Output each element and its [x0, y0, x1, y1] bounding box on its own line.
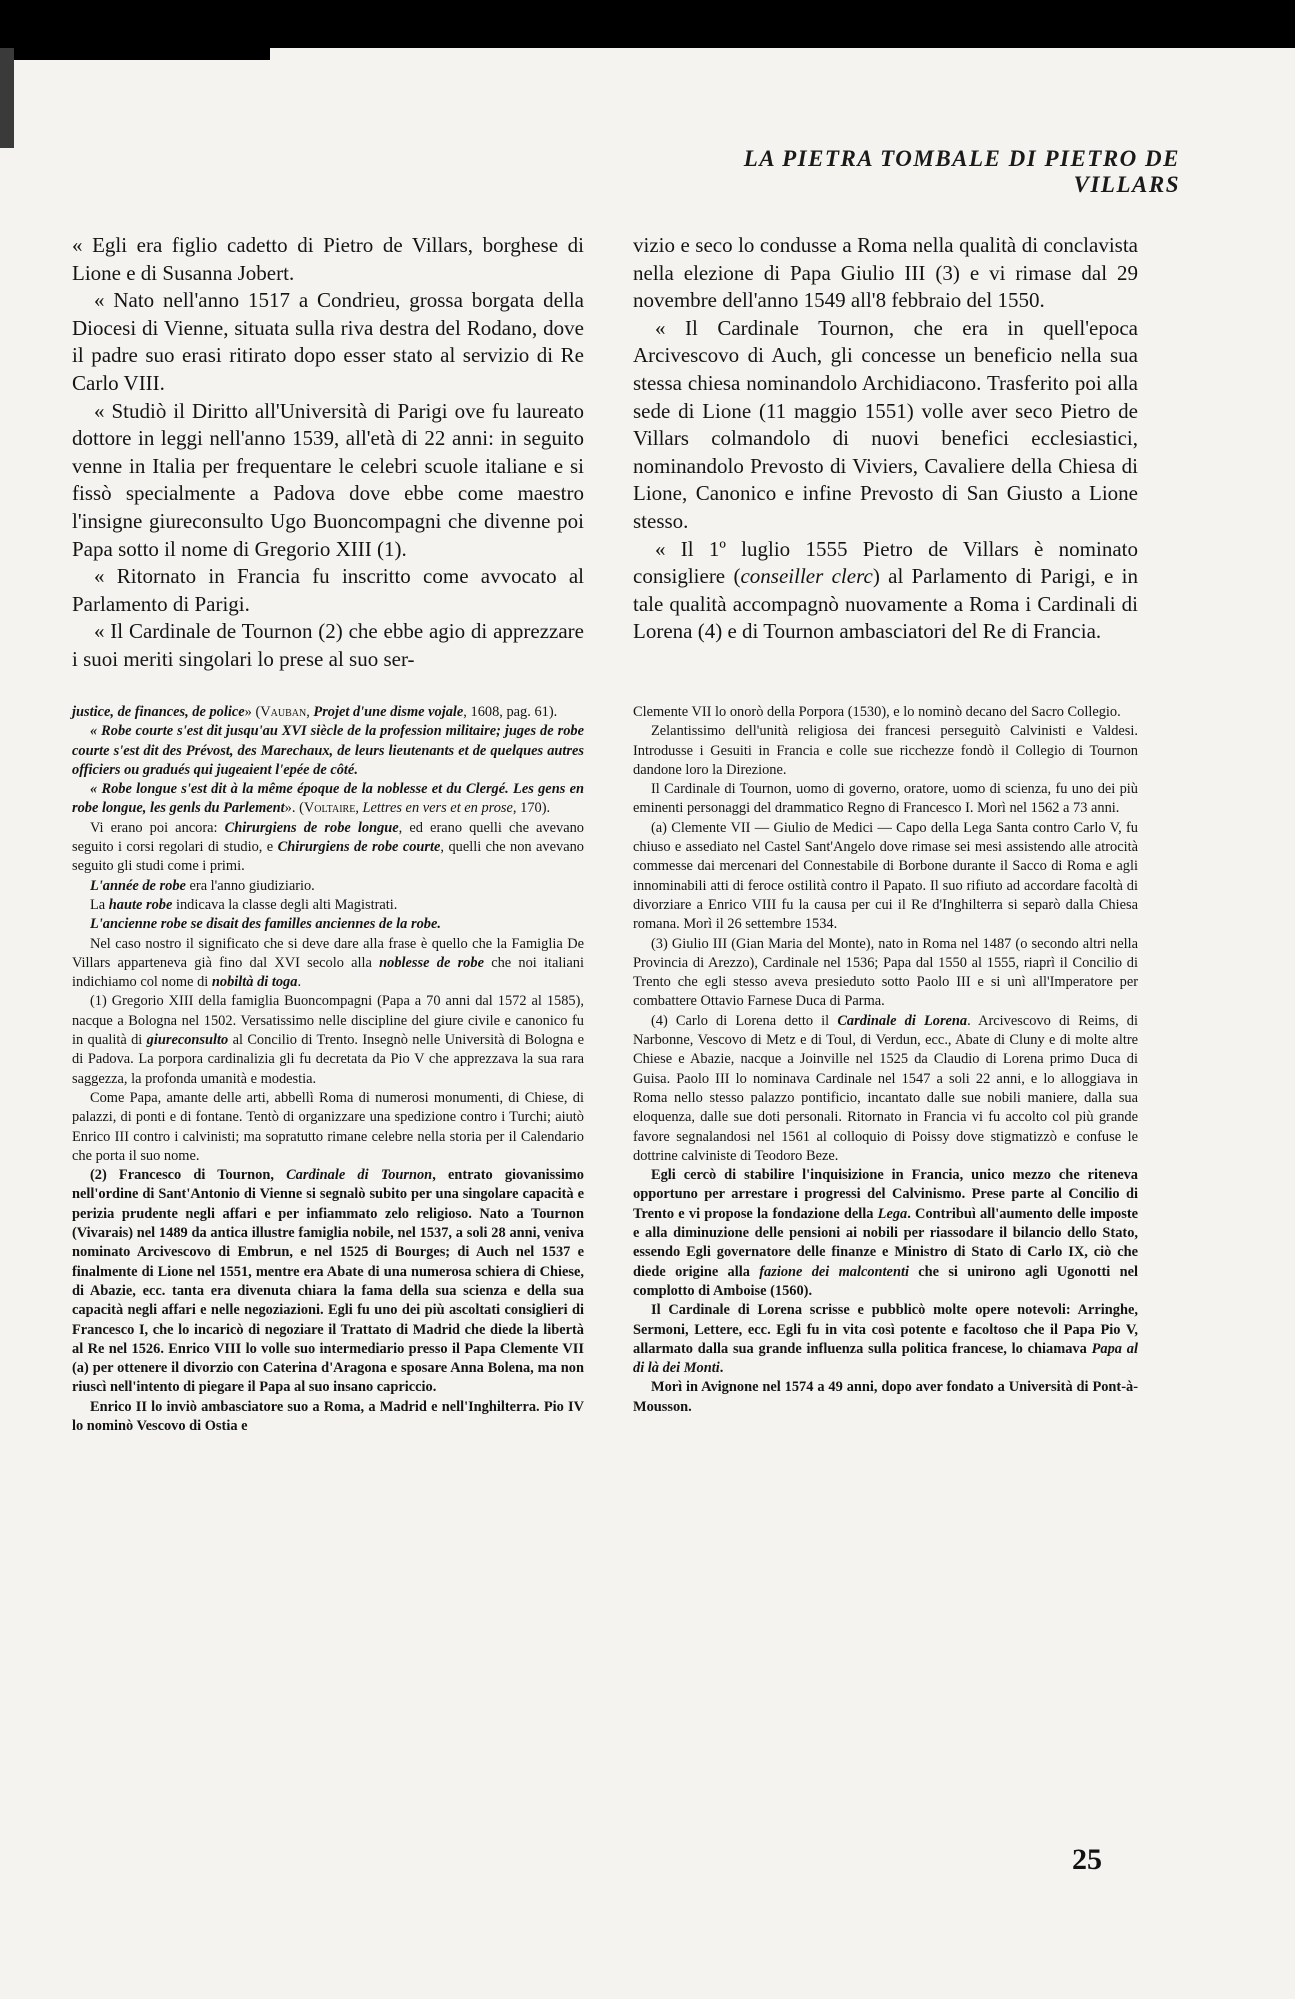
text-run: ,: [306, 704, 314, 720]
text-run: al Concilio di Trento. Insegnò nelle Università di Bologna e di Padova. La porpora cardinalizia gli fu decretata da Pio V che apprezzava la sua rara saggezza, la profonda umanità e modestia.: [72, 1032, 584, 1087]
footnote-paragraph: Il Cardinale di Tournon, uomo di governo, oratore, uomo di scienza, fu uno dei più eminenti personaggi del drammatico Regno di Francesco I. Morì nel 1562 a 73 anni.: [633, 781, 1138, 817]
footnote-paragraph: [633, 1166, 1138, 1301]
text-run: ,: [355, 800, 363, 817]
footnotes-right-column: [633, 703, 1138, 1417]
italic-term: Cardinale di Tournon: [286, 1167, 433, 1184]
book-title: Lettres en vers et en prose: [362, 800, 513, 817]
footnote-paragraph: [633, 1301, 1138, 1378]
page-number: 25: [1072, 1843, 1102, 1876]
paragraph: « Ritornato in Francia fu inscritto come avvocato al Parlamento di Parigi.: [72, 564, 584, 616]
footnote-paragraph: (3) Giulio III (Gian Maria del Monte), nato in Roma nel 1487 (o secondo altri nella Provincia di Arezzo), Cardinale nel 1536; Papa dal 1550 al 1555, riaprì il Concilio di Trento che egli stesso aveva presieduto sotto Paolo III e si unì all'Imperatore per combattere Ottavio Farnese Duca di Parma.: [633, 935, 1138, 1010]
italic-quote: justice, de finances, de police: [72, 704, 245, 720]
footnote-paragraph: [72, 935, 584, 993]
footnotes-left-column: [72, 703, 584, 1436]
footnote-paragraph: [72, 819, 584, 877]
italic-term: haute robe: [108, 896, 173, 913]
paragraph: « Studiò il Diritto all'Università di Parigi ove fu laureato dottore in leggi nell'anno 1539, all'età di 22 anni: in seguito venne in Italia per frequentare le celebri scuole italiane e si fissò specialmente a Padova dove ebbe come maestro l'insigne giureconsulto Ugo Buoncompagni che divenne poi Papa sotto il nome di Gregorio XIII (1).: [72, 398, 584, 561]
italic-term: Lega: [877, 1205, 908, 1222]
text-run: indicava la classe degli alti Magistrati.: [172, 896, 398, 913]
footnote-paragraph: Zelantissimo dell'unità religiosa dei francesi perseguitò Calvinisti e Valdesi. Introdusse i Gesuiti in Francia e colle sue ricchezze fondò il Collegio di Tournon dandone loro la Direzione.: [633, 723, 1138, 778]
footnote-paragraph: [72, 877, 584, 896]
paragraph: « Egli era figlio cadetto di Pietro de Villars, borghese di Lione e di Susanna Jobert.: [72, 233, 584, 285]
text-run: , quelli che non avevano seguito gli studi come i primi.: [72, 839, 584, 875]
paragraph: [633, 536, 1138, 646]
text-run: Il Cardinale di Lorena scrisse e pubblicò molte opere notevoli: Arringhe, Sermoni, Lettere, ecc. Egli fu in vita così potente e facoltoso che il Papa Pio V, allarmato dalla sua grande influenza sulla politica francese, lo chiamava: [633, 1302, 1138, 1357]
author-name: Voltaire: [303, 800, 356, 817]
text-run: .: [297, 974, 302, 991]
footnote-paragraph: Come Papa, amante delle arti, abbellì Roma di numerosi monumenti, di Chiese, di palazzi, di ponti e di fontane. Tentò di organizzare una spedizione contro i Turchi; aiutò Enrico III contro i calvinisti; ma sopratutto rimane celebre nella storia per il Calendario che porta il suo nome.: [72, 1089, 584, 1164]
main-text-left-column: [72, 232, 584, 674]
text-run: (1) Gregorio XIII della famiglia Buoncompagni (Papa a 70 anni dal 1572 al 1585), nacque a Bologna nel 1502. Versatissimo nelle discipline del giure civile e canonico fu in qualità di: [72, 993, 584, 1049]
italic-term: Chirurgiens de robe longue: [224, 819, 399, 836]
footnote-paragraph: Morì in Avignone nel 1574 a 49 anni, dopo aver fondato a Università di Pont-à-Mousson.: [633, 1379, 1138, 1415]
text-run: (2) Francesco di Tournon,: [90, 1167, 287, 1184]
text-run: , entrato giovanissimo nell'ordine di Sant'Antonio di Vienne si segnalò subito per una singolare capacità e perizia prudente negli affari e per infiammato zelo religioso. Nato a Tournon (Vivarais) nel 1489 da antica illustre famiglia nobile, nel 1537, a soli 28 anni, veniva nominato Arcivescovo di Embrun, e nel 1525 di Bourges; di Auch nel 1537 e finalmente di Lione nel 1551, mentre era Abate di una numerosa schiera di Chiese, di Abazie, ecc. tanta era divenuta chiara la fama della sua scienza e della sua capacità negli affari e nelle negoziazioni. Egli fu uno dei più ascoltati consiglieri di Francesco I, che lo incaricò di negoziare il Trattato di Madrid che diede la libertà al Re nel 1526. Enrico VIII lo volle suo intermediario presso il Papa Clemente VII (a) per ottenere il divorzio con Caterina d'Aragona e sposare Anna Bolena, ma non riuscì nell'intento di piegare il Papa al suo insano capriccio.: [72, 1167, 584, 1396]
text-run: che si unirono agli Ugonotti nel complotto di Amboise (1560).: [633, 1263, 1138, 1299]
text-run: ». (: [284, 800, 304, 817]
footnote-paragraph: [72, 1166, 584, 1398]
italic-term: noblesse de robe: [379, 954, 484, 971]
footnote-paragraph: « Robe courte s'est dit jusqu'au XVI siècle de la profession militaire; juges de robe courte s'est dit des Prévost, des Marechaux, de leurs lieutenants et de quelques autres officiers ou gradués qui jugeaient l'epée de côté.: [72, 723, 584, 778]
text-run: , 170).: [512, 800, 551, 817]
italic-term: giureconsulto: [146, 1032, 229, 1049]
footnote-paragraph: L'ancienne robe se disait des familles anciennes de la robe.: [90, 916, 441, 933]
text-run: » (: [244, 704, 261, 720]
text-run: . Arcivescovo di Reims, di Narbonne, Vescovo di Metz e di Toul, di Verdun, ecc., Abate di Cluny e di molte altre Chiese e Abazie, nacque a Joinville nel 1525 da Claudio di Lorena primo Duca di Guisa. Paolo III lo nominava Cardinale nel 1547 a soli 22 anni, e lo alloggiava in Roma nello stesso palazzo pontificio, incantato dalle sue nobili maniere, dalla sua eloquenza, dalle sue doti personali. Ritornato in Francia vi fu accolto col più grande favore segnalandosi nel 1561 al colloquio di Poissy dove stigmatizzò e confuse le dottrine calviniste di Teodoro Beze.: [633, 1012, 1138, 1164]
footnote-paragraph: [72, 992, 584, 1088]
footnote-paragraph: [72, 703, 584, 722]
paragraph: « Il Cardinale de Tournon (2) che ebbe agio di apprezzare i suoi meriti singolari lo prese al suo ser-: [72, 619, 584, 671]
footnote-paragraph: [633, 1012, 1138, 1166]
text-run: (4) Carlo di Lorena detto il: [651, 1012, 838, 1029]
italic-term: nobiltà di toga: [211, 974, 298, 991]
footnote-paragraph: Clemente VII lo onorò della Porpora (1530), e lo nominò decano del Sacro Collegio.: [633, 704, 1121, 720]
text-run: , 1608, pag. 61).: [463, 704, 558, 720]
text-run: , ed erano quelli che avevano seguito i corsi regolari di studio, e: [72, 819, 585, 856]
paragraph: « Il Cardinale Tournon, che era in quell'epoca Arcivescovo di Auch, gli concesse un beneficio nella sua stessa chiesa nominandolo Archidiacono. Trasferito poi alla sede di Lione (11 maggio 1551) volle aver seco Pietro de Villars colmandolo di nuovi benefici ecclesiastici, nominandolo Prevosto di Viviers, Cavaliere della Chiesa di Lione, Canonico e infine Prevosto di San Giusto a Lione stesso.: [633, 315, 1138, 533]
text-run: .: [719, 1360, 724, 1377]
text-run: Egli cercò di stabilire l'inquisizione in Francia, unico mezzo che riteneva opportuno per arrestare i progressi del Calvinismo. Prese parte al Concilio di Trento e vi propose la fondazione della: [633, 1167, 1138, 1222]
main-text-right-column: [633, 232, 1138, 646]
paragraph: vizio e seco lo condusse a Roma nella qualità di conclavista nella elezione di Papa Giulio III (3) e vi rimase dal 29 novembre dell'anno 1549 all'8 febbraio del 1550.: [633, 233, 1138, 313]
italic-term: Papa al di là dei Monti: [633, 1340, 1138, 1377]
text-run: che noi italiani indichiamo col nome di: [72, 954, 584, 991]
text-run: Nel caso nostro il significato che si deve dare alla frase è quello che la Famiglia De Villars apparteneva già fino dal XVI secolo alla: [72, 935, 584, 971]
running-header: LA PIETRA TOMBALE DI PIETRO DE VILLARS: [743, 146, 1180, 197]
paragraph: « Nato nell'anno 1517 a Condrieu, grossa borgata della Diocesi di Vienne, situata sulla riva destra del Rodano, dove il padre suo erasi ritirato dopo esser stato al servizio di Re Carlo VIII.: [72, 288, 584, 395]
footnote-paragraph: (a) Clemente VII — Giulio de Medici — Capo della Lega Santa contro Carlo V, fu chiuso e assediato nel Castel Sant'Angelo dove rimase sei mesi assistendo alle atrocità commesse dai mercenari del Connestabile di Borbone durante il Sacco di Roma e agli innominabili atti di feroce ostilità contro il Papato. Il suo rifiuto ad accordare facoltà di divorziare a Enrico VIII fu la causa per cui il Re d'Inghilterra si separò dalla Chiesa romana. Morì il 26 settembre 1534.: [633, 819, 1138, 933]
text-run: era l'anno giudiziario.: [185, 877, 315, 894]
italic-term: conseiller clerc: [740, 564, 873, 589]
italic-term: L'année de robe: [90, 877, 186, 894]
top-left-black-corner: [0, 0, 270, 60]
book-title: Projet d'une disme vojale: [313, 704, 464, 720]
text-run: ) al Parlamento di Parigi, e in tale qualità accompagnò nuovamente a Roma i Cardinali di Lorena (4) e di Tournon ambasciatori del Re di Francia.: [633, 564, 1138, 644]
footnote-paragraph: Enrico II lo inviò ambasciatore suo a Roma, a Madrid e nell'Inghilterra. Pio IV lo nominò Vescovo di Ostia e: [72, 1398, 584, 1434]
italic-term: Cardinale di Lorena: [837, 1012, 968, 1029]
text-run: Vi erano poi ancora:: [90, 819, 225, 836]
text-run: La: [90, 896, 109, 913]
left-edge-shadow: [0, 48, 14, 148]
footnote-paragraph: [72, 896, 584, 915]
footnote-paragraph: [72, 780, 584, 819]
text-run: « Il 1º luglio 1555 Pietro de Villars è nominato consigliere (: [633, 536, 1138, 589]
italic-quote: « Robe longue s'est dit à la même époque de la noblesse et du Clergé. Les gens en robe longue, les genls du Parlement: [72, 781, 584, 817]
italic-term: fazione dei malcontenti: [759, 1263, 909, 1280]
italic-term: Chirurgiens de robe courte: [277, 839, 441, 856]
author-name: Vauban: [260, 704, 307, 720]
text-run: . Contribuì all'aumento delle imposte e alla diminuzione delle pensioni ai nobili per riassodare il bilancio dello Stato, essendo Egli governatore delle finanze e Ministro di Stato di Carlo IX, ciò che diede origine alla: [633, 1205, 1139, 1280]
